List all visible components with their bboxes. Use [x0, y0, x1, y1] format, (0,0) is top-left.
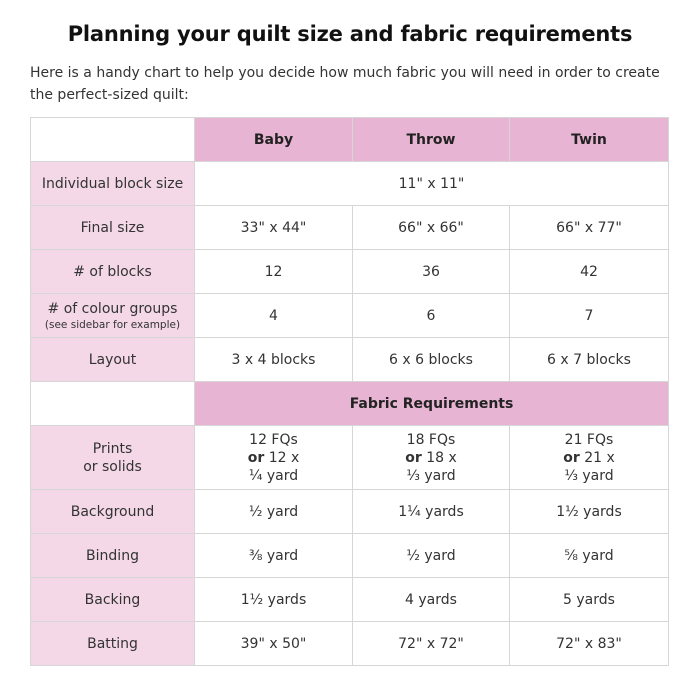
- prints-label-line1: Prints: [92, 440, 133, 457]
- cell-layout-baby: 3 x 4 blocks: [195, 338, 353, 382]
- cell-blocks-baby: 12: [195, 250, 353, 294]
- row-label-colour-groups: [31, 294, 195, 338]
- cell-final-size-twin: 66" x 77": [510, 206, 669, 250]
- prints-alt-value: 21 x: [584, 449, 615, 466]
- prints-label-line2: or solids: [83, 458, 142, 475]
- cell-background-twin: 1½ yards: [510, 490, 669, 534]
- table-row: [31, 294, 669, 338]
- column-header-baby: Baby: [195, 118, 353, 162]
- cell-backing-baby: 1½ yards: [195, 578, 353, 622]
- corner-cell: [31, 382, 195, 426]
- cell-backing-throw: 4 yards: [353, 578, 510, 622]
- intro-text: Here is a handy chart to help you decide how much fabric you will need in order to create the perfect-sized quilt:: [30, 65, 660, 103]
- fabric-header-row: [31, 382, 669, 426]
- prints-or: or: [247, 449, 265, 466]
- corner-cell: [31, 118, 195, 162]
- table-row: [31, 250, 669, 294]
- cell-block-size: 11" x 11": [195, 162, 669, 206]
- prints-alt-value: 12 x: [268, 449, 300, 466]
- table-row: [31, 490, 669, 534]
- prints-fq: 12 FQs: [249, 431, 298, 448]
- cell-binding-baby: ⅜ yard: [195, 534, 353, 578]
- row-label-batting: Batting: [31, 622, 195, 666]
- cell-prints-throw: [353, 426, 510, 490]
- fabric-requirements-header: Fabric Requirements: [195, 382, 669, 426]
- cell-layout-twin: 6 x 7 blocks: [510, 338, 669, 382]
- prints-alt: [514, 449, 664, 467]
- cell-prints-twin: [510, 426, 669, 490]
- cell-batting-throw: 72" x 72": [353, 622, 510, 666]
- prints-yard: ¼ yard: [248, 467, 299, 484]
- cell-batting-twin: 72" x 83": [510, 622, 669, 666]
- column-header-throw: Throw: [353, 118, 510, 162]
- prints-alt: [199, 449, 348, 467]
- table-row: [31, 578, 669, 622]
- cell-layout-throw: 6 x 6 blocks: [353, 338, 510, 382]
- cell-blocks-throw: 36: [353, 250, 510, 294]
- row-label-prints: [31, 426, 195, 490]
- prints-fq: 21 FQs: [564, 431, 614, 448]
- prints-yard: ⅓ yard: [406, 467, 456, 484]
- cell-colour-groups-twin: 7: [510, 294, 669, 338]
- fabric-requirements-table: [30, 117, 669, 666]
- table-header-row: [31, 118, 669, 162]
- colour-groups-note: (see sidebar for example): [44, 318, 181, 331]
- prints-alt: [357, 449, 505, 467]
- cell-binding-throw: ½ yard: [353, 534, 510, 578]
- colour-groups-label: # of colour groups: [47, 300, 178, 317]
- cell-background-baby: ½ yard: [195, 490, 353, 534]
- table-row: [31, 622, 669, 666]
- cell-prints-baby: [195, 426, 353, 490]
- row-label-background: Background: [31, 490, 195, 534]
- prints-alt-value: 18 x: [426, 449, 457, 466]
- cell-final-size-baby: 33" x 44": [195, 206, 353, 250]
- row-label-final-size: Final size: [31, 206, 195, 250]
- table-row: [31, 206, 669, 250]
- row-label-backing: Backing: [31, 578, 195, 622]
- table-row: [31, 426, 669, 490]
- table-row: [31, 162, 669, 206]
- cell-backing-twin: 5 yards: [510, 578, 669, 622]
- cell-background-throw: 1¼ yards: [353, 490, 510, 534]
- prints-or: or: [405, 449, 422, 466]
- row-label-binding: Binding: [31, 534, 195, 578]
- row-label-layout: Layout: [31, 338, 195, 382]
- cell-batting-baby: 39" x 50": [195, 622, 353, 666]
- page-title: Planning your quilt size and fabric requirements: [67, 22, 633, 46]
- table-row: [31, 338, 669, 382]
- cell-binding-twin: ⅝ yard: [510, 534, 669, 578]
- cell-blocks-twin: 42: [510, 250, 669, 294]
- cell-colour-groups-throw: 6: [353, 294, 510, 338]
- prints-or: or: [563, 449, 580, 466]
- cell-final-size-throw: 66" x 66": [353, 206, 510, 250]
- prints-fq: 18 FQs: [406, 431, 456, 448]
- cell-colour-groups-baby: 4: [195, 294, 353, 338]
- prints-yard: ⅓ yard: [564, 467, 614, 484]
- row-label-block-size: Individual block size: [31, 162, 195, 206]
- column-header-twin: Twin: [510, 118, 669, 162]
- table-row: [31, 534, 669, 578]
- row-label-blocks: # of blocks: [31, 250, 195, 294]
